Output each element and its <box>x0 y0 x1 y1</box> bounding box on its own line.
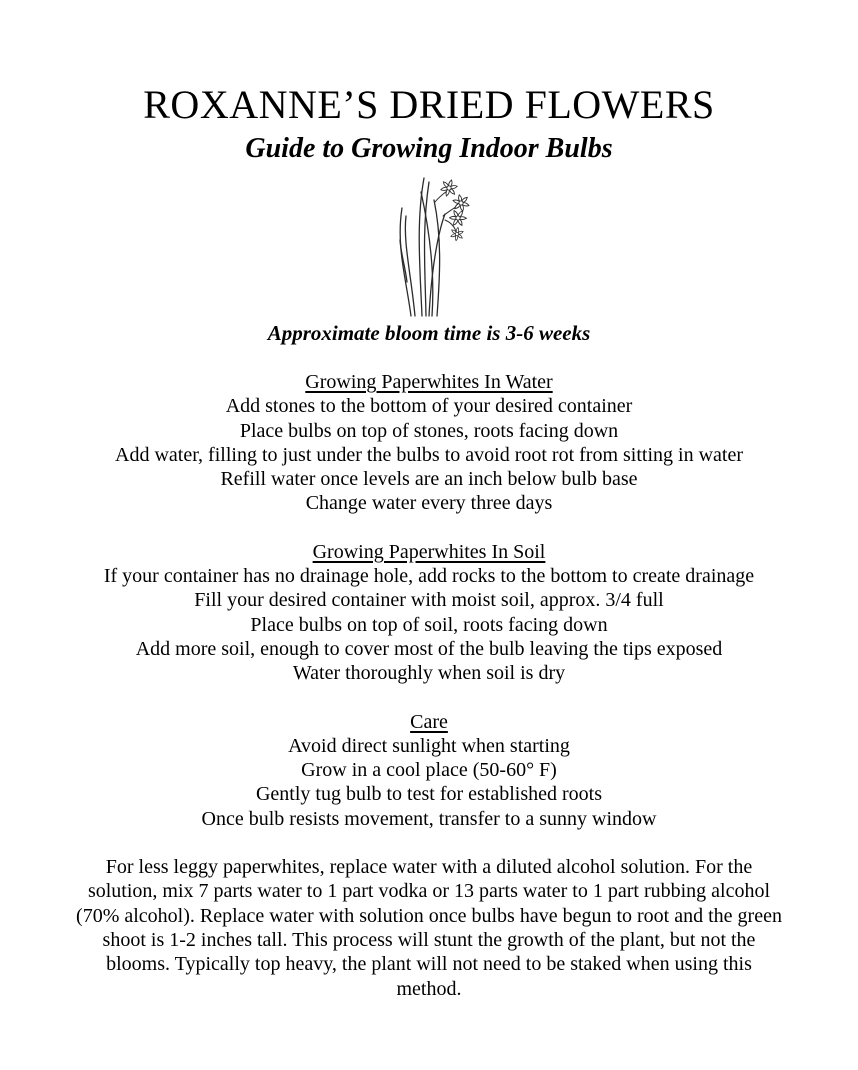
section-heading-care <box>76 710 782 734</box>
section-care <box>76 710 782 831</box>
care-step-3: Gently tug bulb to test for established roots <box>255 783 603 806</box>
soil-step-1: If your container has no drainage hole, add rocks to the bottom to create drainage <box>103 565 755 588</box>
water-step-5: Change water every three days <box>305 492 553 515</box>
section-growing-in-water <box>76 370 782 516</box>
soil-step-4: Add more soil, enough to cover most of the bulb leaving the tips exposed <box>135 637 723 660</box>
section-heading-water-text: Growing Paperwhites In Water <box>305 371 553 393</box>
soil-step-2: Fill your desired container with moist soil, approx. 3/4 full <box>194 589 664 612</box>
section-heading-water <box>76 370 782 394</box>
section-heading-care-text: Care <box>410 710 448 733</box>
paperwhite-flower-illustration <box>381 170 477 318</box>
page-title: ROXANNE’S DRIED FLOWERS <box>143 82 715 127</box>
water-step-4: Refill water once levels are an inch below bulb base <box>220 468 638 491</box>
water-step-1: Add stones to the bottom of your desired container <box>225 395 633 418</box>
soil-step-3: Place bulbs on top of soil, roots facing down <box>250 613 608 636</box>
section-growing-in-soil <box>76 540 782 686</box>
care-step-4: Once bulb resists movement, transfer to a sunny window <box>201 807 657 830</box>
bloom-time-note: Approximate bloom time is 3-6 weeks <box>267 321 591 345</box>
water-step-3: Add water, filling to just under the bulbs to avoid root rot from sitting in water <box>115 443 743 466</box>
care-step-2: Grow in a cool place (50-60° F) <box>301 759 557 782</box>
care-step-1: Avoid direct sunlight when starting <box>288 734 570 757</box>
page-subtitle: Guide to Growing Indoor Bulbs <box>245 133 613 164</box>
soil-step-5: Water thoroughly when soil is dry <box>292 662 566 685</box>
section-heading-soil-text: Growing Paperwhites In Soil <box>312 540 546 563</box>
section-heading-soil <box>76 540 782 564</box>
alcohol-solution-paragraph: For less leggy paperwhites, replace water with a diluted alcohol solution. For the solution, mix 7 parts water to 1 part vodka or 13 parts water to 1 part rubbing alcohol (70% alcohol). Replace water with solution once bulbs have begun to root and the green shoot is 1-2 inches tall. This process will stunt the growth of the plant, but not the blooms. Typically top heavy, the plant will not need to be staked when using this method. <box>76 856 782 1000</box>
narcissus-icon <box>381 170 477 318</box>
water-step-2: Place bulbs on top of stones, roots facing down <box>239 419 619 442</box>
